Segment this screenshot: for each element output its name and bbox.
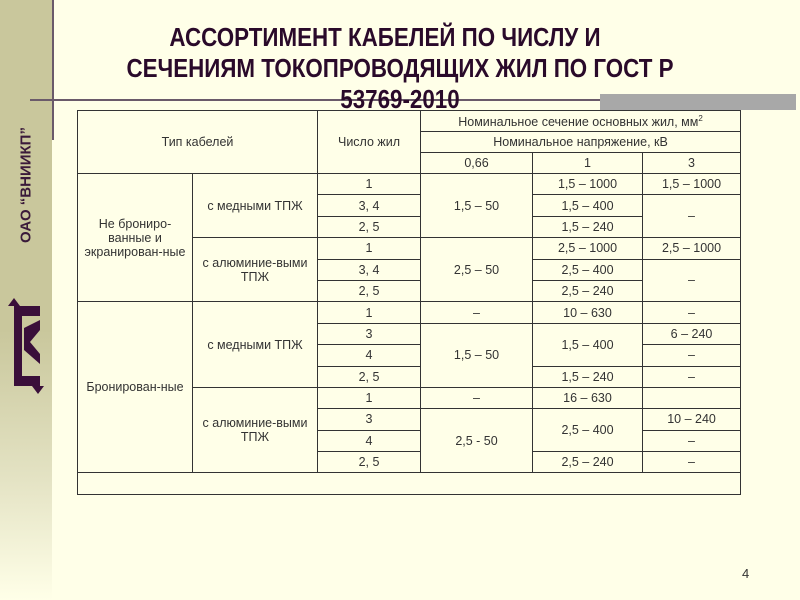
header-voltage-066: 0,66 [421, 153, 533, 174]
v3-cell: – [643, 366, 741, 387]
group-label: Бронирован-ные [78, 302, 193, 473]
v3-cell: – [643, 452, 741, 473]
subgroup-label: с алюминие-выми ТПЖ [193, 238, 318, 302]
subgroup-label: с алюминие-выми ТПЖ [193, 387, 318, 473]
header-section-sup: 2 [698, 114, 703, 124]
header-voltage: Номинальное напряжение, кВ [421, 132, 741, 153]
v3-cell: – [643, 259, 741, 302]
v1-cell: 2,5 – 400 [533, 409, 643, 452]
slide-title [0, 22, 800, 115]
v3-cell: 2,5 – 1000 [643, 238, 741, 259]
v3-cell: 6 – 240 [643, 323, 741, 344]
cores-cell: 1 [318, 387, 421, 408]
cores-cell: 2, 5 [318, 216, 421, 237]
v1-cell: 16 – 630 [533, 387, 643, 408]
v066-cell: – [421, 302, 533, 323]
header-cores: Число жил [318, 111, 421, 174]
title-line: СЕЧЕНИЯМ ТОКОПРОВОДЯЩИХ ЖИЛ ПО ГОСТ Р [126, 53, 674, 83]
header-section-text: Номинальное сечение основных жил, мм [458, 115, 699, 130]
header-voltage-1: 1 [533, 153, 643, 174]
subgroup-label: с медными ТПЖ [193, 302, 318, 388]
v066-cell: 2,5 - 50 [421, 409, 533, 473]
cores-cell: 1 [318, 174, 421, 195]
v3-cell: 1,5 – 1000 [643, 174, 741, 195]
subgroup-label: с медными ТПЖ [193, 174, 318, 238]
v3-cell: – [643, 430, 741, 451]
v3-cell: – [643, 195, 741, 238]
cores-cell: 4 [318, 430, 421, 451]
cores-cell: 3 [318, 323, 421, 344]
cores-cell: 2, 5 [318, 452, 421, 473]
page-number: 4 [742, 566, 750, 581]
organization-name: ОАО “ВНИИКП” [17, 127, 35, 243]
v1-cell: 10 – 630 [533, 302, 643, 323]
v066-cell: – [421, 387, 533, 408]
table-row [78, 174, 741, 195]
v3-cell: – [643, 302, 741, 323]
v1-cell: 1,5 – 400 [533, 323, 643, 366]
cores-cell: 2, 5 [318, 366, 421, 387]
cores-cell: 1 [318, 302, 421, 323]
v3-cell [643, 387, 741, 408]
v1-cell: 2,5 – 400 [533, 259, 643, 280]
header-cable-type: Тип кабелей [78, 111, 318, 174]
table-footer-row [78, 473, 741, 495]
v066-cell: 2,5 – 50 [421, 238, 533, 302]
title-line: 53769-2010 [340, 84, 460, 114]
v1-cell: 1,5 – 240 [533, 366, 643, 387]
cores-cell: 4 [318, 345, 421, 366]
group-label: Не брониро-ванные и экранирован-ные [78, 174, 193, 302]
company-logo-icon [8, 298, 44, 394]
cores-cell: 3 [318, 409, 421, 430]
cable-assortment-table [77, 110, 741, 495]
cores-cell: 3, 4 [318, 259, 421, 280]
v1-cell: 2,5 – 1000 [533, 238, 643, 259]
v1-cell: 2,5 – 240 [533, 452, 643, 473]
v3-cell: – [643, 345, 741, 366]
v066-cell: 1,5 – 50 [421, 323, 533, 387]
empty-footer-cell [78, 473, 741, 495]
header-section [421, 111, 741, 132]
cores-cell: 3, 4 [318, 195, 421, 216]
v1-cell: 1,5 – 400 [533, 195, 643, 216]
v1-cell: 1,5 – 1000 [533, 174, 643, 195]
header-voltage-3: 3 [643, 153, 741, 174]
v1-cell: 1,5 – 240 [533, 216, 643, 237]
v3-cell: 10 – 240 [643, 409, 741, 430]
title-line: АССОРТИМЕНТ КАБЕЛЕЙ ПО ЧИСЛУ И [169, 22, 601, 52]
v1-cell: 2,5 – 240 [533, 280, 643, 301]
cores-cell: 2, 5 [318, 280, 421, 301]
v066-cell: 1,5 – 50 [421, 174, 533, 238]
table-row [78, 302, 741, 323]
cores-cell: 1 [318, 238, 421, 259]
